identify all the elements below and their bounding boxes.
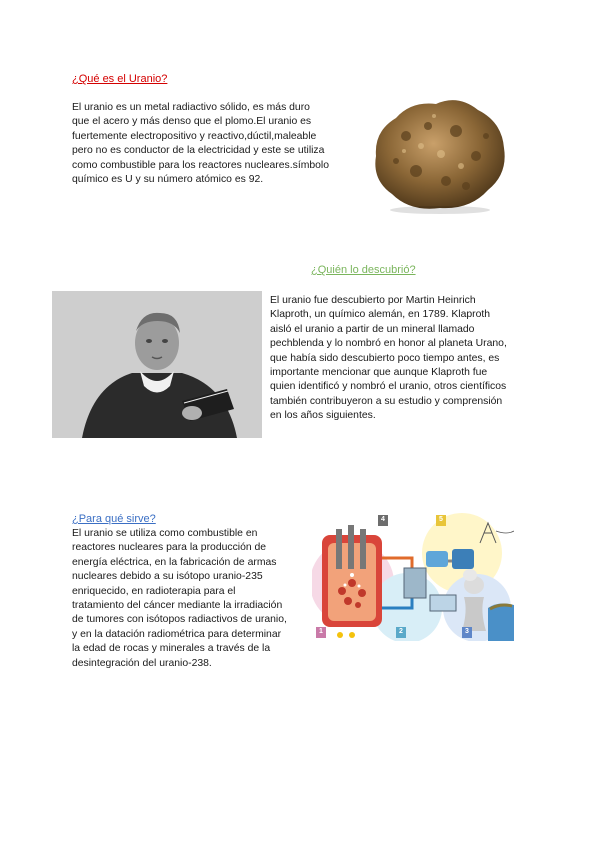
text-line: aisló el uranio a partir de un mineral llamado	[270, 323, 475, 335]
diagram-badge-2: 2	[399, 628, 403, 635]
text-line: de tumores con isótopos radiactivos de uranio,	[72, 614, 287, 626]
text-line: enriquecido, en radioterapia para el	[72, 585, 236, 597]
paragraph-para-que-sirve	[72, 527, 312, 671]
text-line: químico es U y su número atómico es 92.	[72, 174, 264, 186]
diagram-badge-1: 1	[319, 628, 323, 635]
paragraph-quien-lo-descubrio	[270, 294, 540, 424]
text-line: pechblenda y lo nombró en honor al planeta Urano,	[270, 338, 507, 350]
text-line: en los años siguientes.	[270, 410, 376, 422]
text-line: fuertemente electropositivo y reactivo,dúctil,maleable	[72, 130, 317, 142]
text-line: Klaproth, un químico alemán, en 1789. Klaproth	[270, 309, 491, 321]
diagram-badge-4: 4	[381, 516, 385, 523]
text-line: quien identificó y nombró el uranio, otros científicos	[270, 381, 507, 393]
klaproth-portrait	[52, 291, 262, 438]
diagram-badge-3: 3	[465, 628, 469, 635]
text-line: que el acero y más denso que el plomo.El uranio es	[72, 116, 312, 128]
text-line: que había sido descubierto poco tiempo antes, es	[270, 352, 500, 364]
text-line: la edad de rocas y minerales a través de la	[72, 643, 271, 655]
heading-que-es-uranio: ¿Qué es el Uranio?	[72, 73, 168, 85]
text-line: nucleares debido a su isótopo uranio-235	[72, 571, 263, 583]
text-line: desintegración del uranio-238.	[72, 657, 212, 669]
heading-para-que-sirve: ¿Para qué sirve?	[72, 513, 156, 525]
paragraph-que-es-uranio	[72, 101, 372, 187]
text-line: pero no es conductor de la electricidad y este se utiliza	[72, 145, 325, 157]
text-line: El uranio se utiliza como combustible en	[72, 528, 258, 539]
text-line: El uranio fue descubierto por Martin Heinrich	[270, 295, 476, 306]
text-line: y en la datación radiométrica para determinar	[72, 628, 282, 640]
text-line: también contribuyeron a su estudio y comprensión	[270, 395, 503, 407]
diagram-badge-5: 5	[439, 516, 443, 523]
text-line: importante mencionar que aunque Klaproth fue	[270, 367, 488, 379]
text-line: El uranio es un metal radiactivo sólido, es más duro	[72, 102, 310, 113]
nuclear-plant-diagram	[312, 513, 514, 641]
uranium-ore-photo	[366, 86, 512, 218]
text-line: como combustible para los reactores nucleares.símbolo	[72, 159, 330, 171]
text-line: reactores nucleares para la producción de	[72, 542, 267, 554]
heading-quien-lo-descubrio: ¿Quién lo descubrió?	[311, 264, 416, 276]
text-line: tratamiento del cáncer mediante la irradiación	[72, 600, 283, 612]
text-line: energía eléctrica, en la fabricación de armas	[72, 556, 277, 568]
